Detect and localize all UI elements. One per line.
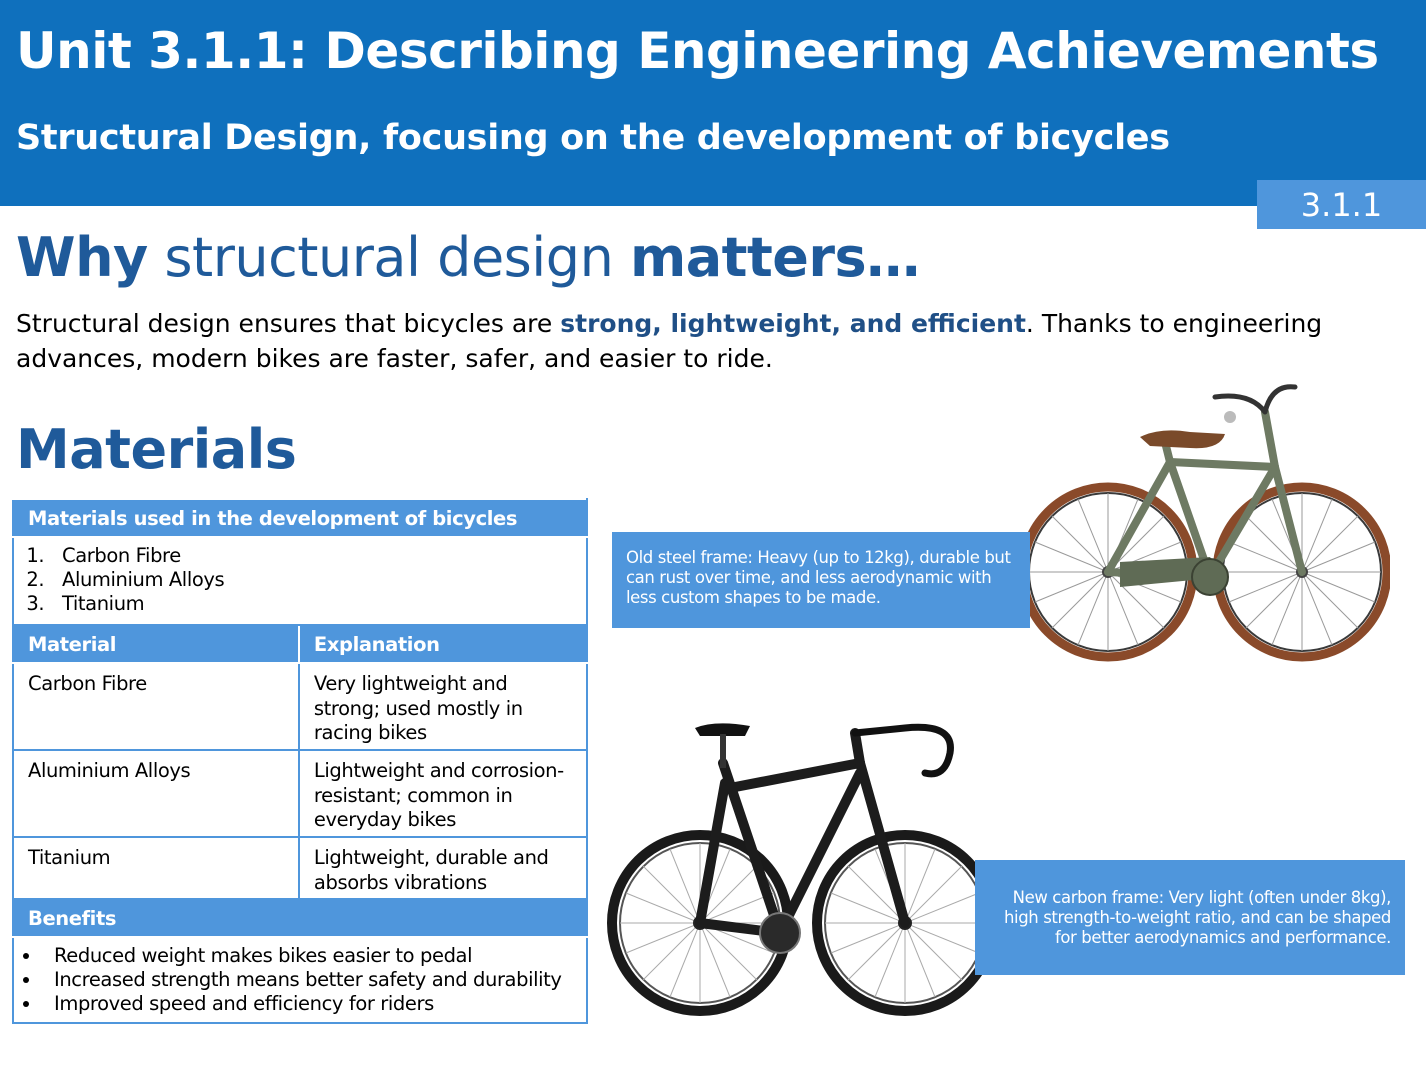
- materials-heading: Materials: [16, 418, 297, 481]
- old-bell: [1224, 411, 1236, 423]
- why-heading-bold-1: Why: [16, 226, 148, 289]
- materials-list-row: [13, 537, 587, 625]
- table-row: [13, 837, 587, 899]
- col-material-header: Material: [13, 625, 299, 663]
- benefits-title: Benefits: [13, 899, 587, 937]
- new-frame: [700, 733, 905, 933]
- list-item: • Improved speed and efficiency for riders: [42, 992, 586, 1016]
- list-item: • Increased strength means better safety and durability: [42, 968, 586, 992]
- materials-table: [12, 498, 588, 1024]
- old-chainring: [1192, 559, 1228, 595]
- list-item: 2. Aluminium Alloys: [50, 568, 586, 592]
- header-banner: [0, 0, 1426, 206]
- list-item: 1. Carbon Fibre: [50, 544, 586, 568]
- explanation-cell: Lightweight and corrosion-resistant; common in everyday bikes: [313, 759, 564, 831]
- unit-badge: 3.1.1: [1257, 180, 1426, 229]
- intro-bold: strong, lightweight, and efficient: [560, 309, 1026, 338]
- explanation-cell: Lightweight, durable and absorbs vibrations: [313, 846, 549, 894]
- why-heading-mid: structural design: [147, 226, 630, 289]
- why-heading-bold-2: matters…: [629, 226, 920, 289]
- table-row: [13, 663, 587, 750]
- page-title: Unit 3.1.1: Describing Engineering Achievements: [16, 22, 1379, 80]
- list-item: 3. Titanium: [50, 592, 586, 616]
- material-cell: Aluminium Alloys: [28, 759, 191, 782]
- explanation-cell: Very lightweight and strong; used mostly in racing bikes: [313, 672, 523, 744]
- table-row: [13, 750, 587, 837]
- new-frame-callout: New carbon frame: Very light (often under 8kg), high strength-to-weight ratio, and can be shaped for better aerodynamics and performance.: [975, 860, 1405, 975]
- benefits-header-row: [13, 899, 587, 937]
- new-carbon-bicycle-image: [605, 708, 1000, 1033]
- why-heading: [16, 226, 920, 289]
- old-frame-callout: Old steel frame: Heavy (up to 12kg), durable but can rust over time, and less aerodynamic with less custom shapes to be made.: [612, 532, 1030, 628]
- table-title: Materials used in the development of bicycles: [13, 499, 587, 537]
- col-explanation-header: Explanation: [299, 625, 587, 663]
- intro-after: . Thanks to engineering advances, modern bikes are faster, safer, and easier to ride.: [16, 309, 1323, 373]
- intro-paragraph: [16, 306, 1406, 376]
- benefits-list: [14, 944, 586, 1016]
- material-cell: Carbon Fibre: [28, 672, 147, 695]
- column-header-row: [13, 625, 587, 663]
- material-cell: Titanium: [28, 846, 111, 869]
- old-handlebar: [1215, 387, 1295, 412]
- intro-before: Structural design ensures that bicycles are: [16, 309, 561, 338]
- old-steel-bicycle-image: [1010, 372, 1390, 667]
- table-title-row: [13, 499, 587, 537]
- list-item: • Reduced weight makes bikes easier to pedal: [42, 944, 586, 968]
- new-drop-handlebar: [855, 727, 950, 774]
- materials-list: [14, 544, 586, 616]
- page-subtitle: Structural Design, focusing on the development of bicycles: [16, 118, 1170, 158]
- benefits-row: [13, 937, 587, 1023]
- old-saddle: [1140, 430, 1225, 448]
- new-chainring: [760, 913, 800, 953]
